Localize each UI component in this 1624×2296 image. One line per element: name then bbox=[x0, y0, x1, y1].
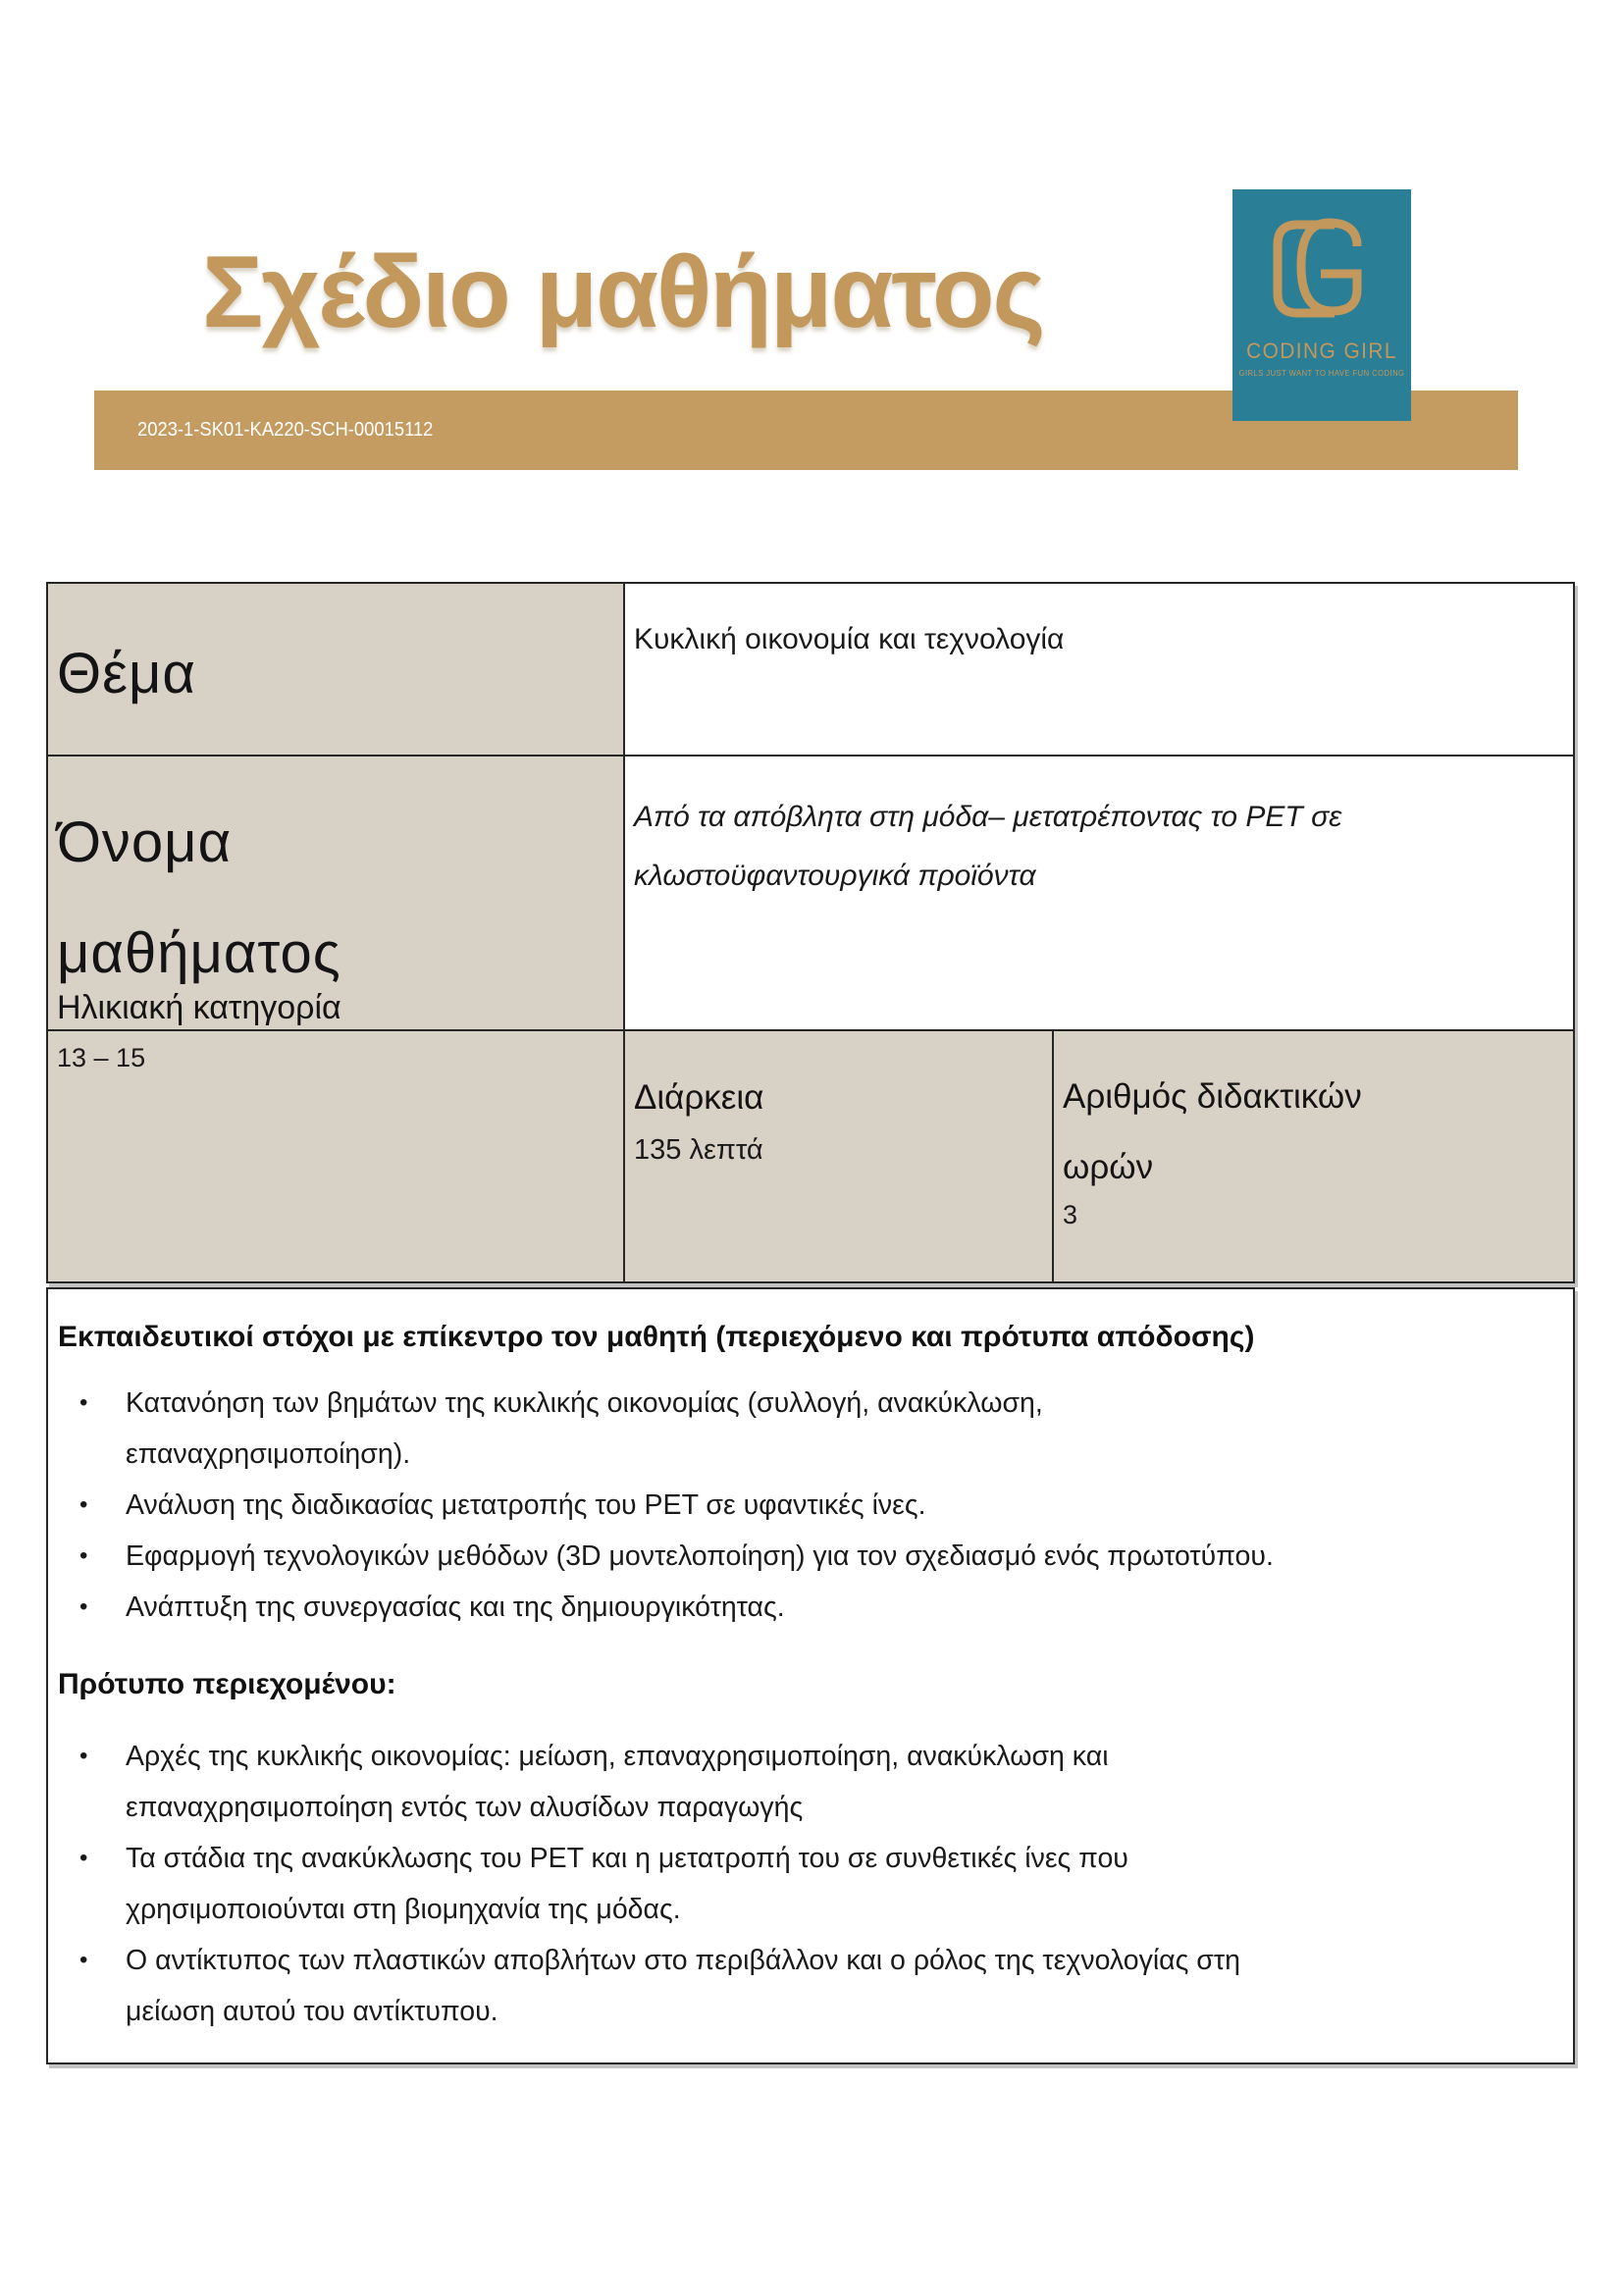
duration-cell bbox=[625, 1031, 1054, 1281]
bullet-line: Εφαρμογή τεχνολογικών μεθόδων (3D μοντελοποίηση) για τον σχεδιασμό ενός πρωτοτύπου. bbox=[126, 1540, 1274, 1572]
bullet-line: Ανάλυση της διαδικασίας μετατροπής του PET σε υφαντικές ίνες. bbox=[126, 1489, 926, 1521]
page-title: Σχέδιο μαθήματος bbox=[202, 235, 1044, 349]
lesson-name-value-line1: Από τα απόβλητα στη μόδα– μετατρέποντας το PET σε bbox=[634, 801, 1342, 833]
objectives-box bbox=[46, 1287, 1575, 2064]
theme-value-cell bbox=[625, 584, 1573, 757]
bullet-line: Τα στάδια της ανακύκλωσης του PET και η μετατροπή του σε συνθετικές ίνες που bbox=[126, 1843, 1128, 1874]
bullet-item bbox=[58, 1378, 1510, 1480]
age-range-cell bbox=[48, 1031, 625, 1281]
bullet-text bbox=[126, 1480, 926, 1531]
lesson-info-table bbox=[46, 582, 1575, 1283]
bullet-dot-icon: • bbox=[79, 1491, 88, 1518]
objectives-list bbox=[58, 1378, 1510, 1633]
teaching-hours-label-line1: Αριθμός διδακτικών bbox=[1063, 1077, 1362, 1116]
bullet-line: επαναχρησιμοποίηση). bbox=[126, 1438, 411, 1470]
lesson-name-label-line1: Όνομα bbox=[57, 810, 233, 874]
bullet-dot-icon: • bbox=[79, 1542, 88, 1569]
bullet-dot-icon: • bbox=[79, 1947, 88, 1973]
bullet-item bbox=[58, 1935, 1510, 2037]
bullet-dot-icon: • bbox=[79, 1743, 88, 1769]
logo-name: CODING GIRL bbox=[1246, 339, 1397, 363]
bullet-line: Ο αντίκτυπος των πλαστικών αποβλήτων στο περιβάλλον και ο ρόλος της τεχνολογίας στη bbox=[126, 1945, 1240, 1976]
bullet-line: Ανάπτυξη της συνεργασίας και της δημιουργικότητας. bbox=[126, 1592, 785, 1623]
lesson-name-label-cell bbox=[48, 757, 625, 1031]
bullet-dot-icon: • bbox=[79, 1845, 88, 1871]
bullet-item bbox=[58, 1531, 1510, 1582]
bullet-line: χρησιμοποιούνται στη βιομηχανία της μόδας. bbox=[126, 1894, 681, 1925]
bullet-line: Κατανόηση των βημάτων της κυκλικής οικονομίας (συλλογή, ανακύκλωση, bbox=[126, 1387, 1043, 1419]
bullet-line: επαναχρησιμοποίηση εντός των αλυσίδων παραγωγής bbox=[126, 1792, 804, 1823]
age-range-value: 13 – 15 bbox=[57, 1043, 146, 1072]
bullet-item bbox=[58, 1833, 1510, 1935]
bullet-text bbox=[126, 1833, 1128, 1935]
lesson-name-value-cell bbox=[625, 757, 1573, 1031]
coding-girl-logo bbox=[1232, 189, 1411, 421]
content-standard-list bbox=[58, 1731, 1510, 2037]
theme-value: Κυκλική οικονομία και τεχνολογία bbox=[634, 623, 1065, 655]
cg-monogram-icon bbox=[1262, 213, 1382, 333]
bullet-item bbox=[58, 1731, 1510, 1833]
bullet-text bbox=[126, 1935, 1240, 2037]
teaching-hours-label-line2: ωρών bbox=[1063, 1148, 1154, 1186]
teaching-hours-cell bbox=[1054, 1031, 1573, 1281]
bullet-dot-icon: • bbox=[79, 1593, 88, 1620]
lesson-name-value-line2: κλωστοϋφαντουργικά προϊόντα bbox=[634, 860, 1036, 892]
duration-value: 135 λεπτά bbox=[634, 1134, 763, 1166]
bullet-line: Αρχές της κυκλικής οικονομίας: μείωση, επαναχρησιμοποίηση, ανακύκλωση και bbox=[126, 1741, 1109, 1772]
bullet-text bbox=[126, 1582, 785, 1633]
content-standard-heading: Πρότυπο περιεχομένου: bbox=[58, 1668, 396, 1700]
bullet-line: μείωση αυτού του αντίκτυπου. bbox=[126, 1996, 498, 2027]
theme-label-cell bbox=[48, 584, 625, 757]
bullet-item bbox=[58, 1582, 1510, 1633]
bullet-text bbox=[126, 1378, 1043, 1480]
logo-tagline: GIRLS JUST WANT TO HAVE FUN CODING bbox=[1238, 369, 1405, 378]
bullet-text bbox=[126, 1731, 1109, 1833]
duration-label: Διάρκεια bbox=[634, 1078, 764, 1117]
theme-label: Θέμα bbox=[57, 642, 196, 705]
objectives-heading: Εκπαιδευτικοί στόχοι με επίκεντρο τον μαθητή (περιεχόμενο και πρότυπα απόδοσης) bbox=[58, 1321, 1255, 1353]
teaching-hours-value: 3 bbox=[1063, 1200, 1078, 1229]
bullet-dot-icon: • bbox=[79, 1389, 88, 1416]
lesson-name-label-line2: μαθήματος bbox=[57, 921, 341, 985]
bullet-text bbox=[126, 1531, 1274, 1582]
project-code: 2023-1-SK01-KA220-SCH-00015112 bbox=[137, 419, 434, 441]
bullet-item bbox=[58, 1480, 1510, 1531]
age-category-label: Ηλικιακή κατηγορία bbox=[57, 989, 341, 1026]
